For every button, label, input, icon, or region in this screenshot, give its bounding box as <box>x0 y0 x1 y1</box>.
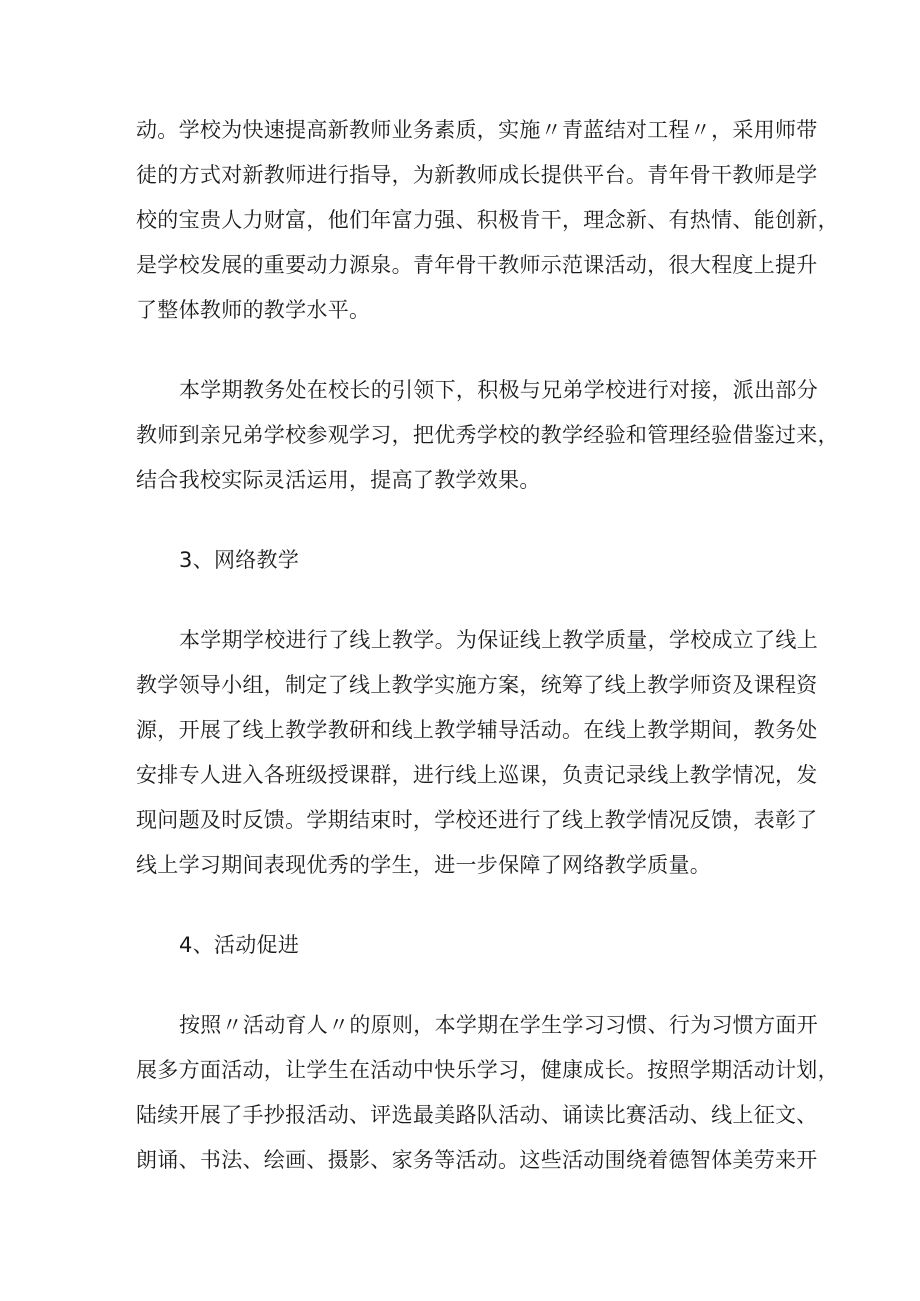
section-heading-activities: 4、活动促进 <box>179 933 300 957</box>
paragraph-line: 线上学习期间表现优秀的学生，进一步保障了网络教学质量。 <box>136 853 712 877</box>
paragraph-line: 本学期教务处在校长的引领下，积极与兄弟学校进行对接，派出部分 <box>179 378 818 402</box>
paragraph-line: 徒的方式对新教师进行指导，为新教师成长提供平台。青年骨干教师是学 <box>136 163 818 187</box>
paragraph-line: 校的宝贵人力财富，他们年富力强、积极肯干，理念新、有热情、能创新， <box>136 208 839 232</box>
paragraph-line: 结合我校实际灵活运用，提高了教学效果。 <box>136 468 541 492</box>
paragraph-school-exchange <box>136 368 839 503</box>
paragraph-line: 了整体教师的教学水平。 <box>136 298 371 322</box>
paragraph-line: 是学校发展的重要动力源泉。青年骨干教师示范课活动，很大程度上提升 <box>136 253 818 277</box>
paragraph-gap <box>136 583 796 618</box>
document-body <box>136 108 839 1183</box>
paragraph-line: 动。学校为快速提高新教师业务素质，实施〃青蓝结对工程〃，采用师带 <box>136 118 818 142</box>
paragraph-line: 本学期学校进行了线上教学。为保证线上教学质量，学校成立了线上 <box>179 628 818 652</box>
paragraph-gap <box>136 888 796 923</box>
paragraph-line: 安排专人进入各班级授课群，进行线上巡课，负责记录线上教学情况，发 <box>136 763 818 787</box>
paragraph-line: 源，开展了线上教学教研和线上教学辅导活动。在线上教学期间，教务处 <box>136 718 818 742</box>
paragraph-line: 教学领导小组，制定了线上教学实施方案，统筹了线上教学师资及课程资 <box>136 673 818 697</box>
paragraph-teacher-mentoring <box>136 108 839 333</box>
paragraph-gap <box>136 333 796 368</box>
paragraph-line: 按照〃活动育人〃的原则，本学期在学生学习习惯、行为习惯方面开 <box>179 1013 818 1037</box>
paragraph-gap <box>136 968 796 1003</box>
paragraph-line: 陆续开展了手抄报活动、评选最美路队活动、诵读比赛活动、线上征文、 <box>136 1103 818 1127</box>
paragraph-online-teaching <box>136 618 818 888</box>
section-heading-online-teaching: 3、网络教学 <box>179 548 300 572</box>
paragraph-line: 展多方面活动，让学生在活动中快乐学习，健康成长。按照学期活动计划， <box>136 1058 839 1082</box>
paragraph-line: 朗诵、书法、绘画、摄影、家务等活动。这些活动围绕着德智体美劳来开 <box>136 1148 818 1172</box>
paragraph-gap <box>136 503 796 538</box>
paragraph-line: 教师到亲兄弟学校参观学习，把优秀学校的教学经验和管理经验借鉴过来， <box>136 423 839 447</box>
paragraph-line: 现问题及时反馈。学期结束时，学校还进行了线上教学情况反馈，表彰了 <box>136 808 818 832</box>
paragraph-activities <box>136 1003 839 1183</box>
